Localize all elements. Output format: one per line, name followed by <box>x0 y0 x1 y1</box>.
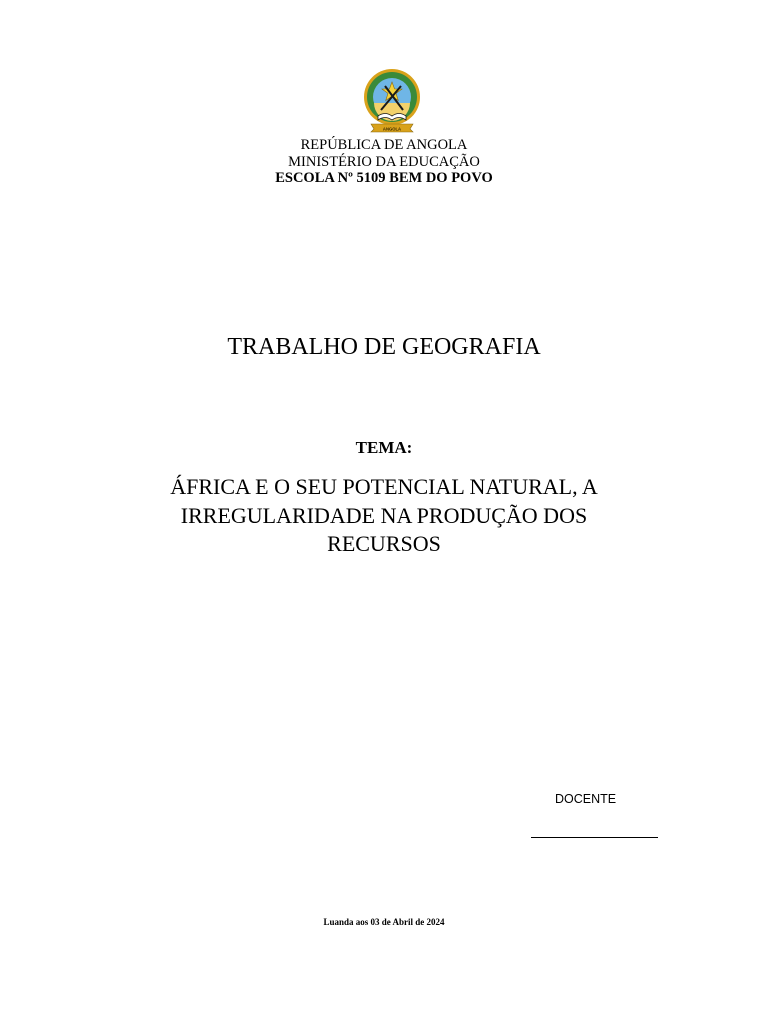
ministry-name: MINISTÉRIO DA EDUCAÇÃO <box>288 153 480 170</box>
angola-coat-of-arms-icon <box>359 66 425 136</box>
institution-header <box>0 137 768 187</box>
document-title: TRABALHO DE GEOGRAFIA <box>227 334 541 360</box>
theme-text-line: RECURSOS <box>327 531 441 556</box>
emblem-ribbon-text: ANGOLA <box>382 126 402 132</box>
teacher-signature-line <box>531 837 658 838</box>
theme-text-line: IRREGULARIDADE NA PRODUÇÃO DOS <box>180 502 588 528</box>
theme-label: TEMA: <box>355 438 413 457</box>
theme-text-line: ÁFRICA E O SEU POTENCIAL NATURAL, A <box>170 474 598 499</box>
school-name: ESCOLA Nº 5109 BEM DO POVO <box>275 170 493 186</box>
date-location: Luanda aos 03 de Abril de 2024 <box>323 917 445 927</box>
teacher-label: DOCENTE <box>555 792 617 806</box>
theme-text <box>134 473 634 559</box>
country-name: REPÚBLICA DE ANGOLA <box>300 137 468 153</box>
